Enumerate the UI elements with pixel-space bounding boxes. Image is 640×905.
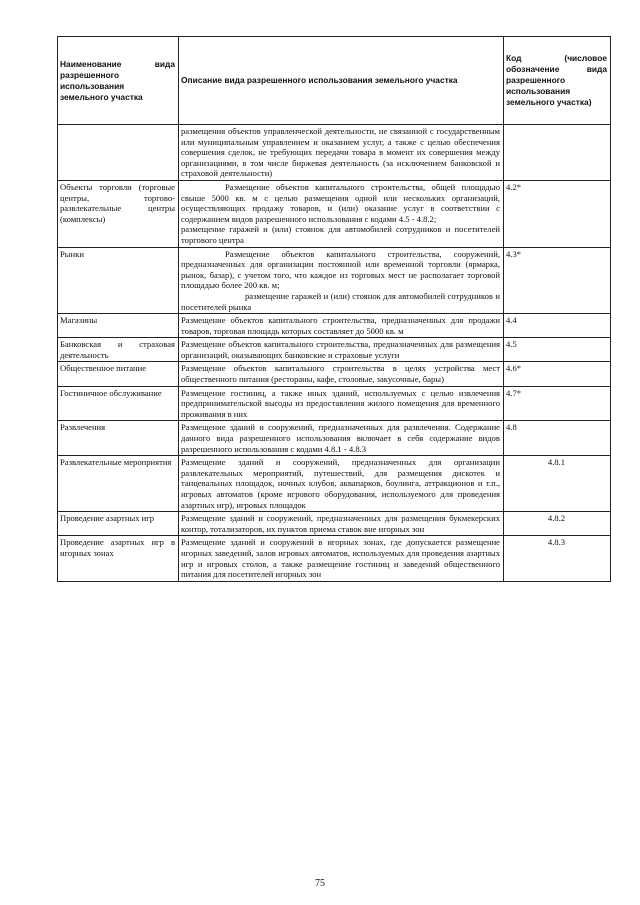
description-paragraph: Размещение зданий и сооружений в игорных зонах, где допускается размещение игорных заведений, залов игровых автоматов, используемых для проведения азартных игр и игровых столов, а также размещение гостиниц и заведений общественного питания для посетителей игорных зон [181,537,500,580]
page-number: 75 [315,878,325,889]
table-row [58,456,611,512]
description-paragraph: размещения объектов управленческой деятельности, не связанной с государственным или муниципальным управлением и оказанием услуг, а также с целью обеспечения совершения сделок, не требующих передачи товара в момент их совершения между организациями, в том числе биржевая деятельность (за исключением банковской и страховой деятельности) [181,126,500,179]
row-code: 4.8.1 [504,456,611,512]
row-code: 4.8.3 [504,536,611,581]
row-name: Рынки [58,247,179,314]
row-description [179,125,504,181]
table-row [58,314,611,338]
table-row [58,247,611,314]
row-code: 4.8 [504,421,611,456]
row-name: Банковская и страховая деятельность [58,338,179,362]
row-code: 4.6* [504,362,611,386]
header-code: Код (числовое обозначение вида разрешенного использования земельного участка) [504,37,611,125]
row-name [58,125,179,181]
header-name: Наименование вида разрешенного использования земельного участка [58,37,179,125]
row-description [179,180,504,247]
table-row [58,386,611,421]
row-description [179,456,504,512]
description-paragraph: Размещение объектов капитального строительства, общей площадью свыше 5000 кв. м с целью размещения одной или нескольких организаций, осуществляющих продажу товаров, и (или) оказание услуг в соответствии с содержанием видов разрешенного использования с кодами 4.5 - 4.8.2; [181,181,500,224]
row-name: Развлечения [58,421,179,456]
table-row [58,180,611,247]
row-description [179,421,504,456]
table-row [58,512,611,536]
row-name: Гостиничное обслуживание [58,386,179,421]
description-paragraph: Размещение объектов капитального строительства в целях устройства мест общественного питания (рестораны, кафе, столовые, закусочные, бары) [181,363,500,385]
description-paragraph: Размещение объектов капитального строительства, сооружений, предназначенных для организации постоянной или временной торговли (ярмарка, рынок, базар), с учетом того, что каждое из торговых мест не располагает торговой площадью более 200 кв. м; [181,248,500,291]
row-description [179,386,504,421]
row-name: Проведение азартных игр [58,512,179,536]
table-row [58,536,611,581]
description-paragraph: Размещение зданий и сооружений, предназначенных для развлечения. Содержание данного вида разрешенного использования включает в себя содержание видов разрешенного использования с кодами 4.8.1 - 4.8.3 [181,422,500,454]
description-paragraph: размещение гаражей и (или) стоянок для автомобилей сотрудников и посетителей торгового центра [181,224,500,245]
row-code: 4.2* [504,180,611,247]
row-name: Объекты торговли (торговые центры, торгово-развлекательные центры (комплексы) [58,180,179,247]
row-code: 4.7* [504,386,611,421]
table-row [58,362,611,386]
row-description [179,338,504,362]
row-name: Общественное питание [58,362,179,386]
table-row [58,125,611,181]
header-description: Описание вида разрешенного использования земельного участка [179,37,504,125]
land-use-table [57,36,611,582]
row-code: 4.5 [504,338,611,362]
table-row [58,338,611,362]
row-code: 4.4 [504,314,611,338]
row-description [179,512,504,536]
description-paragraph: Размещение объектов капитального строительства, предназначенных для продажи товаров, торговая площадь которых составляет до 5000 кв. м [181,315,500,336]
row-code: 4.8.2 [504,512,611,536]
description-paragraph: Размещение гостиниц, а также иных зданий, используемых с целью извлечения предпринимательской выгоды из предоставления жилого помещения для временного проживания в них [181,387,500,419]
description-paragraph: размещение гаражей и (или) стоянок для автомобилей сотрудников и посетителей рынка [181,290,500,312]
row-description [179,362,504,386]
description-paragraph: Размещение зданий и сооружений, предназначенных для размещения букмекерских контор, тотализаторов, их пунктов приема ставок вне игорных зон [181,513,500,534]
row-name: Развлекательные мероприятия [58,456,179,512]
row-description [179,247,504,314]
table-row [58,421,611,456]
row-code: 4.3* [504,247,611,314]
table-header-row [58,37,611,125]
row-name: Проведение азартных игр в игорных зонах [58,536,179,581]
row-name: Магазины [58,314,179,338]
row-description [179,314,504,338]
description-paragraph: Размещение зданий и сооружений, предназначенных для организации развлекательных мероприятий, путешествий, для размещения дискотек и танцевальных площадок, ночных клубов, аквапарков, боулинга, аттракционов и т.п., игровых автоматов (кроме игрового оборудования, используемого для проведения азартных игр), игровых площадок [181,457,500,510]
row-description [179,536,504,581]
description-paragraph: Размещение объектов капитального строительства, предназначенных для размещения организаций, оказывающих банковские и страховые услуги [181,339,500,360]
row-code [504,125,611,181]
